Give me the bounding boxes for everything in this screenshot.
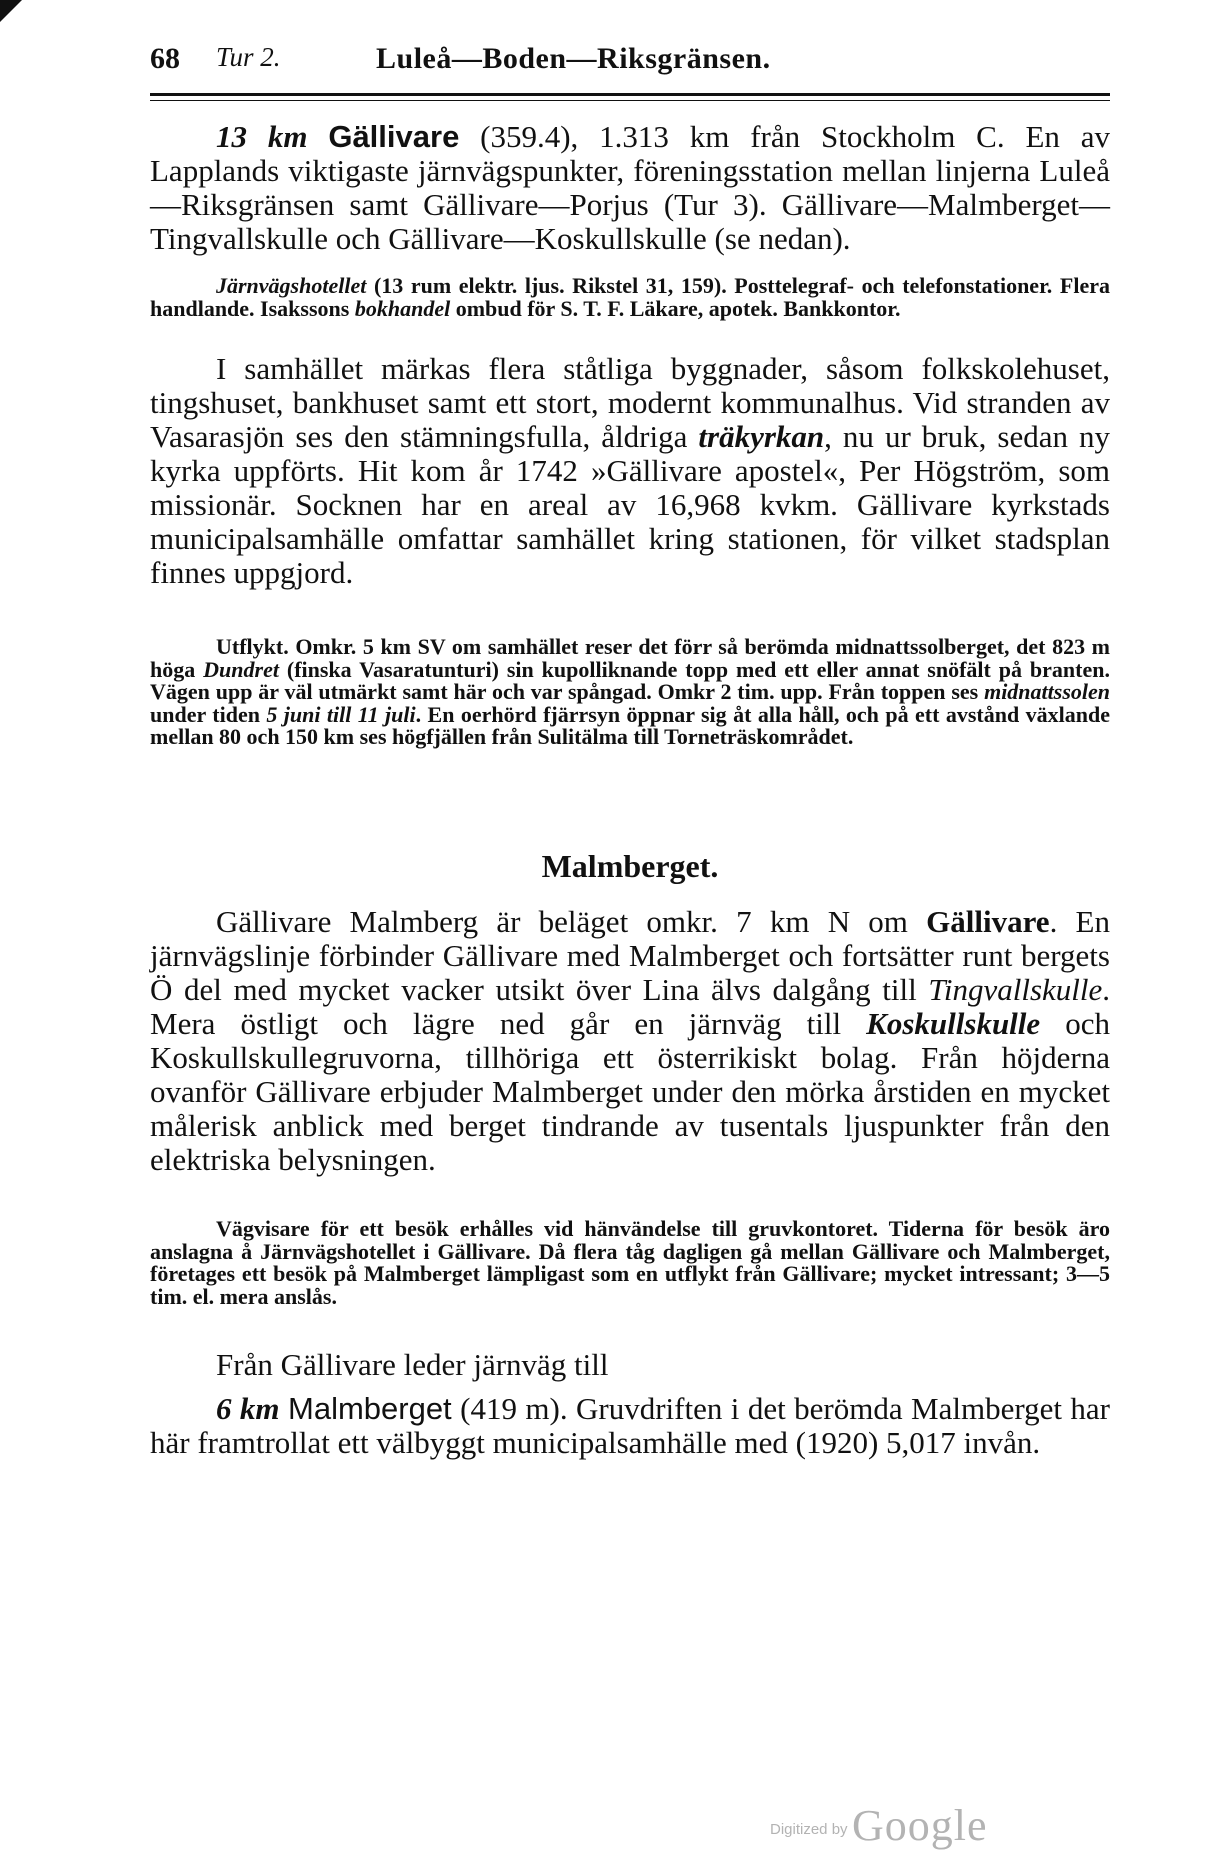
- gallivare-name: Gällivare: [328, 119, 460, 154]
- excursion-text-4: . En oerhörd fjärrsyn öppnar sig åt alla håll, och på ett avstånd växlande mellan 80 och 150 km ses högfjällen från Sulitälma till Torneträskområdet.: [150, 701, 1110, 749]
- malmberget-km: 6 km: [216, 1391, 280, 1426]
- services-text-1: (13 rum elektr. ljus. Rikstel 31, 159). Posttelegraf- och telefonstationer. Flera handlande. Isakssons: [150, 273, 1110, 321]
- excursion-text-3: under tiden: [150, 701, 267, 727]
- koskullskulle-name: Koskullskulle: [866, 1006, 1041, 1041]
- watermark-prefix: Digitized by: [770, 1821, 848, 1838]
- page-number: 68: [150, 42, 180, 75]
- malmberget-station-entry: [150, 1392, 1110, 1460]
- google-logo: Google: [852, 1801, 988, 1850]
- dundret-name: Dundret: [203, 656, 279, 682]
- malmberget-heading: Malmberget.: [541, 848, 719, 884]
- gallivare-bold: Gällivare: [926, 904, 1050, 939]
- community-text-2: , nu ur bruk, sedan ny kyrka uppförts. Hit kom år 1742 »Gällivare apostel«, Per Högström, som missionär. Socknen har en areal av 16,968 kvkm. Gällivare kyrkstads municipalsamhälle omfattar samhället kring stationen, för vilket stadsplan finnes uppgjord.: [150, 419, 1110, 590]
- guide-paragraph: Vägvisare för ett besök erhålles vid hänvändelse till gruvkontoret. Tiderna för besök äro anslagna å Järnvägshotellet i Gällivare. Då flera tåg dagligen gå mellan Gällivare och Malmberget, företages ett besök på Malmberget lämpligast som en utflykt från Gällivare; mycket intressant; 3—5 tim. el. mera anslås.: [150, 1216, 1110, 1309]
- bookshop-name: bokhandel: [354, 295, 451, 321]
- scan-corner-mark: [0, 0, 22, 22]
- tingvallskulle-name: Tingvallskulle: [928, 972, 1103, 1007]
- malmberget-paragraph: [150, 905, 1110, 1177]
- community-text-1: I samhället märkas flera ståtliga byggnader, såsom folkskolehuset, tingshuset, bankhuset samt ett stort, modernt kommunalhus. Vid stranden av Vasarasjön ses den stämningsfulla, åldriga: [150, 351, 1110, 454]
- gallivare-text: (359.4), 1.313 km från Stockholm C. En av Lapplands viktigaste järnvägspunkter, föreningsstation mellan linjerna Luleå—Riksgränsen samt Gällivare—Porjus (Tur 3). Gällivare—Malmberget—Tingvallskulle och Gällivare—Koskullskulle (se nedan).: [150, 119, 1110, 256]
- railway-line: Från Gällivare leder järnväg till: [216, 1347, 609, 1382]
- malmberget-text-4: och Koskullskullegruvorna, tillhöriga ett österrikiskt bolag. Från höjderna ovanför Gällivare erbjuder Malmberget under den mörka årstiden en mycket målerisk anblick med berget tindrande av tusentals ljuspunkter från den elektriska belysningen.: [150, 1006, 1110, 1177]
- malmberget-text-3: . Mera östligt och lägre ned går en järnväg till: [150, 972, 1110, 1041]
- tour-label: Tur 2.: [216, 42, 281, 72]
- midnight-sun-dates: 5 juni till 11 juli: [266, 701, 416, 727]
- excursion-text-2: (finska Vasaratunturi) sin kupolliknande topp med ett eller annat snöfält på branten. Vägen upp är väl utmärkt samt här och var spångad. Omkr 2 tim. upp. Från toppen ses: [150, 656, 1110, 704]
- malmberget-text-1: Gällivare Malmberg är beläget omkr. 7 km N om: [216, 904, 927, 939]
- gallivare-km: 13 km: [216, 119, 308, 154]
- running-header: [150, 42, 1110, 82]
- header-rule-thick: [150, 93, 1110, 96]
- malmberget-station-text: (419 m). Gruvdriften i det berömda Malmberget har här framtrollat ett välbyggt municipalsamhälle med (1920) 5,017 invån.: [150, 1391, 1110, 1460]
- excursion-paragraph: [150, 636, 1110, 749]
- hotel-name: Järnvägshotellet: [216, 273, 367, 298]
- header-rule-thin: [150, 100, 1110, 101]
- church-name: träkyrkan: [698, 419, 825, 454]
- excursion-label: Utflykt.: [216, 634, 289, 659]
- services-paragraph: [150, 275, 1110, 320]
- route-title: Luleå—Boden—Riksgränsen.: [376, 42, 771, 75]
- excursion-text-1: Omkr. 5 km SV om samhället reser det förr så berömda midnattssolberget, det 823 m höga: [150, 634, 1110, 682]
- digitized-watermark: [770, 1800, 988, 1851]
- community-paragraph: [150, 352, 1110, 590]
- malmberget-station-name: Malmberget: [288, 1391, 452, 1426]
- malmberget-text-2: . En järnvägslinje förbinder Gällivare med Malmberget och fortsätter runt bergets Ö del med mycket vacker utsikt över Lina älvs dalgång till: [150, 904, 1110, 1007]
- midnight-sun: midnattssolen: [984, 679, 1110, 704]
- gallivare-entry: [150, 120, 1110, 256]
- services-text-2: ombud för S. T. F. Läkare, apotek. Bankkontor.: [450, 295, 901, 321]
